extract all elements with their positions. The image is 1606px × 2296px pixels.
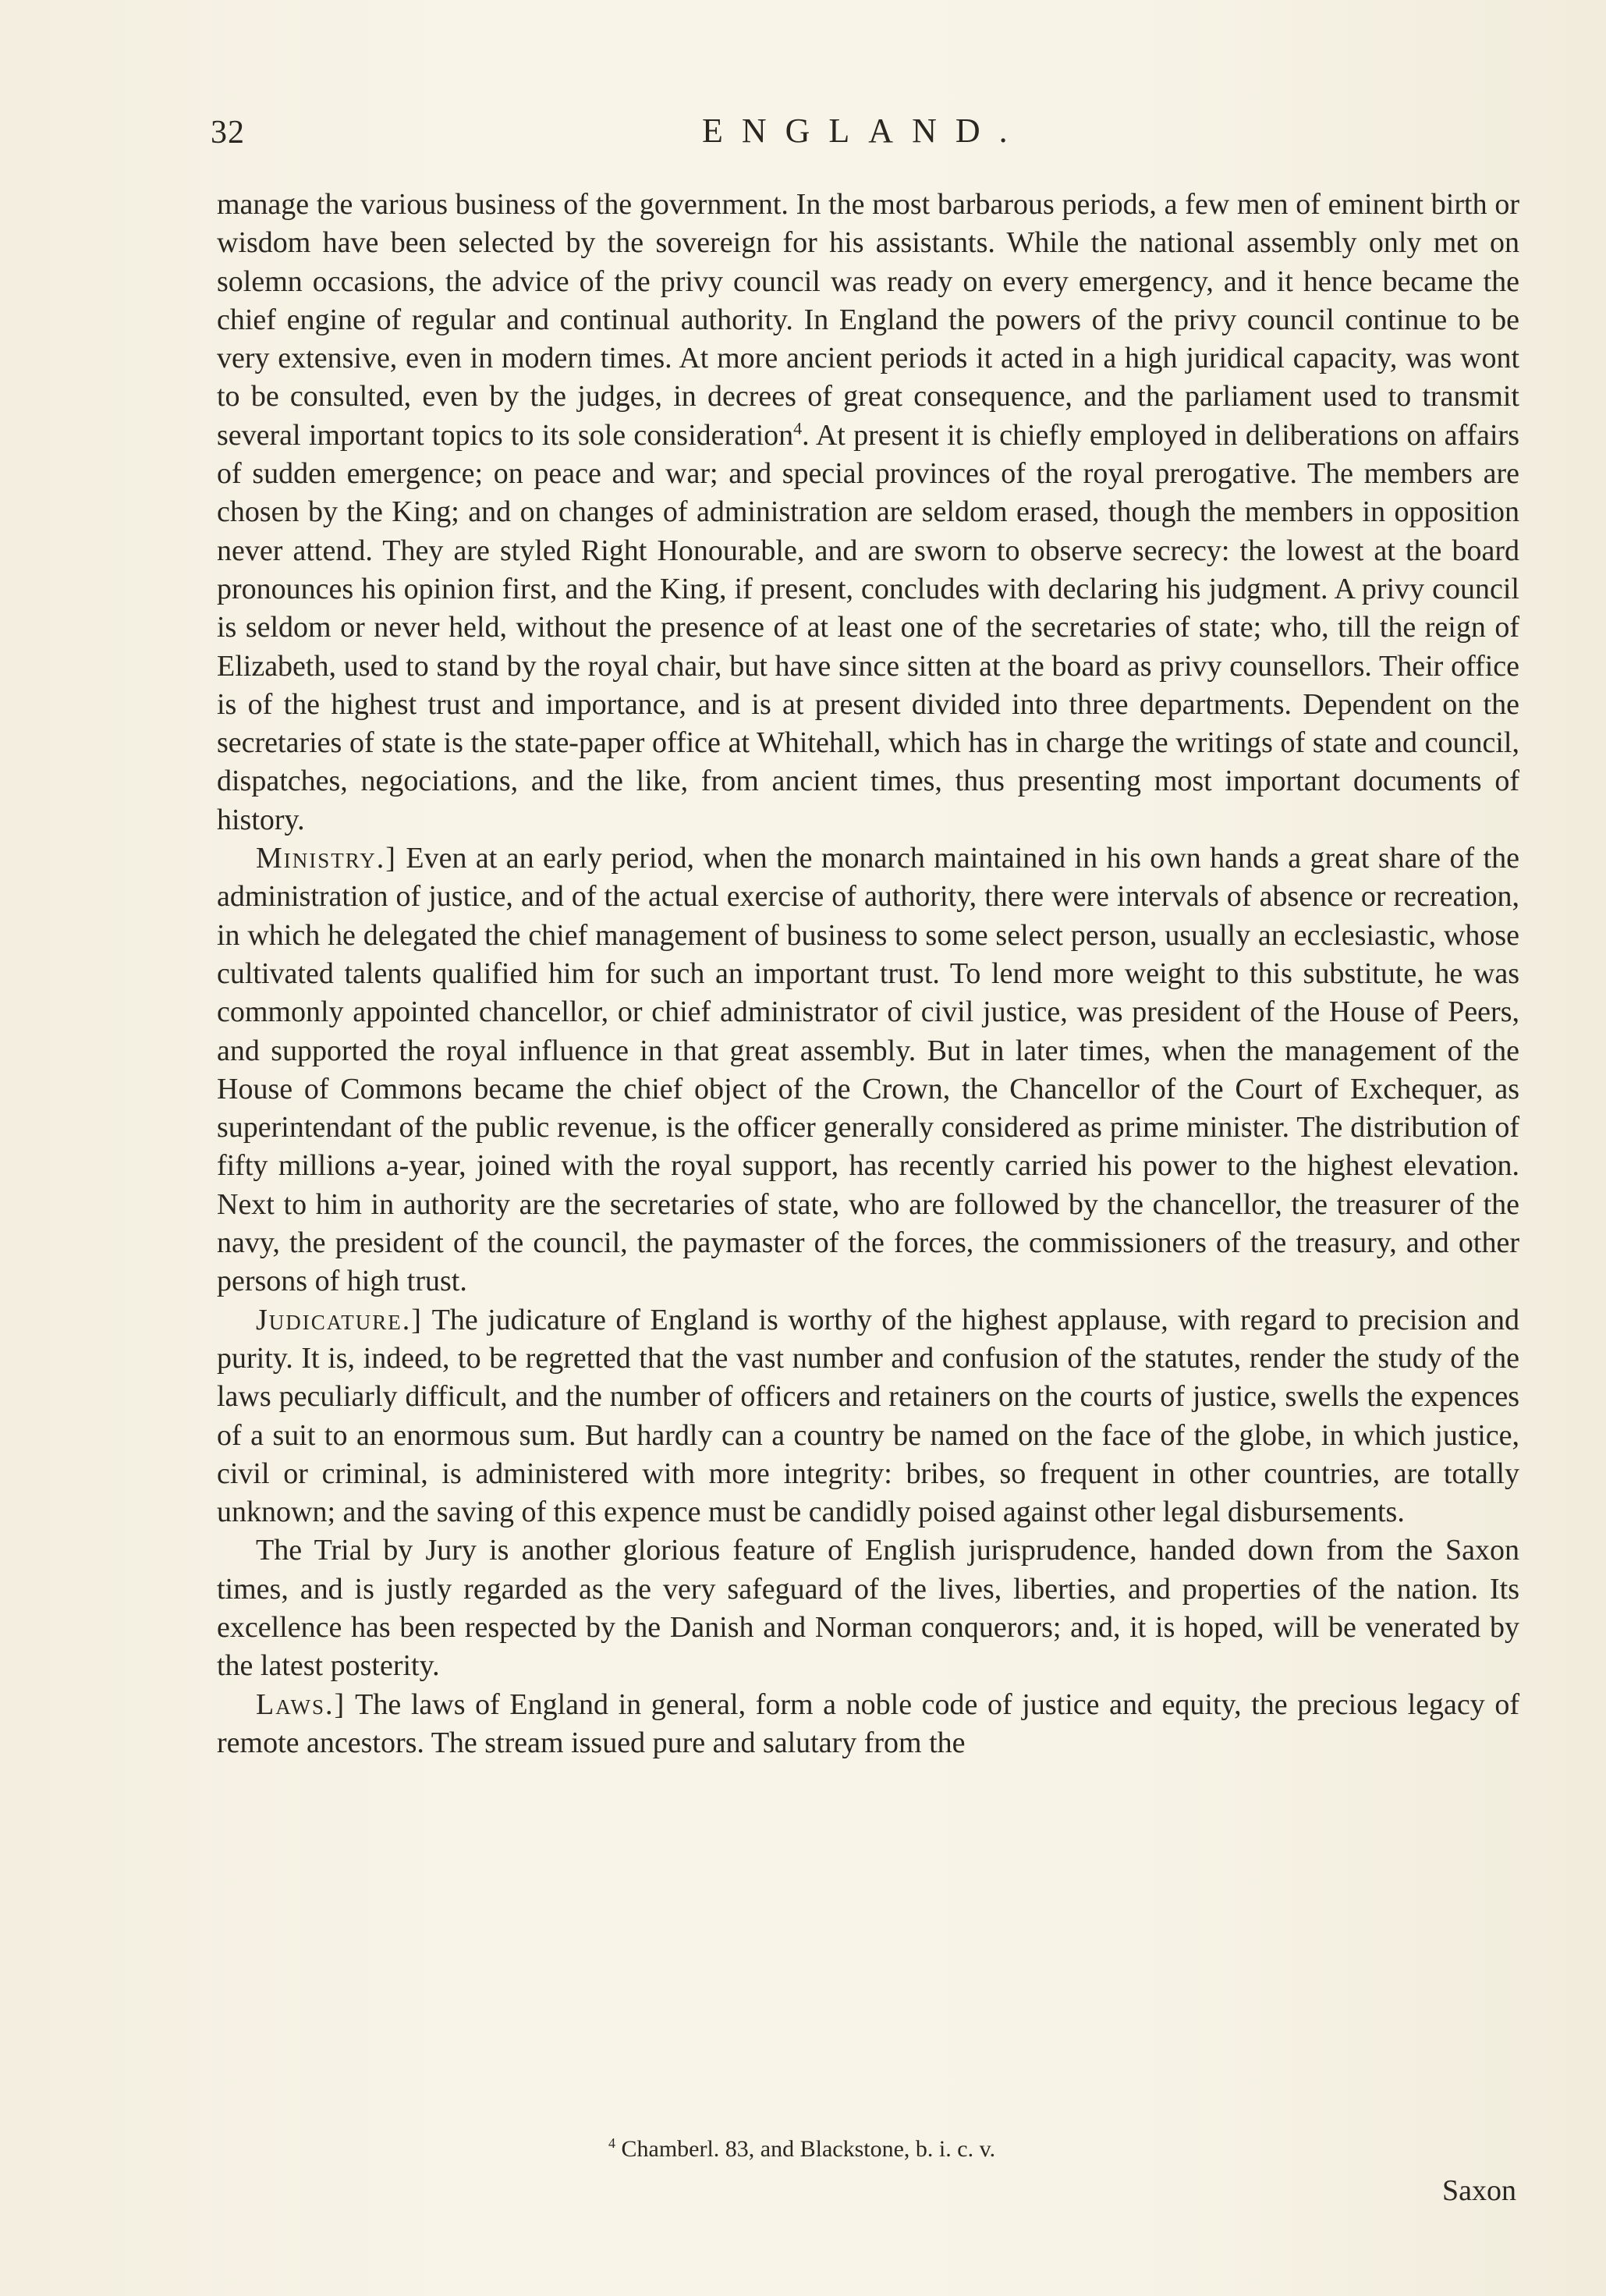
paragraph-text: The Trial by Jury is another glorious feature of English jurisprudence, handed down from the Saxon times, and is justly regarded as the very safeguard of the lives, liberties, and properties of the nation. Its excellence has been respected by the Danish and Norman conquerors; and, it is hoped, will be venerated by the latest posterity. xyxy=(217,1534,1519,1683)
section-heading-ministry: Ministry.] xyxy=(256,842,397,875)
paragraph-text: Even at an early period, when the monarch maintained in his own hands a great share of the administration of justice, and of the actual exercise of authority, there were intervals of absence or recreation, in which he delegated the chief management of business to some select person, usually an ecclesiastic, whose cultivated talents qualified him for such an important trust. To lend more weight to this substitute, he was commonly appointed chancellor, or chief administrator of civil justice, was president of the House of Peers, and supported the royal influence in that great assembly. But in later times, when the management of the House of Commons became the chief object of the Crown, the Chancellor of the Court of Exchequer, as superintendant of the public revenue, is the officer generally considered as prime minister. The distribution of fifty millions a-year, joined with the royal support, has recently carried his power to the highest elevation. Next to him in authority are the secretaries of state, who are followed by the chancellor, the treasurer of the navy, the president of the council, the paymaster of the forces, the commissioners of the treasury, and other persons of high trust. xyxy=(217,842,1519,1298)
paragraph-text-continued: . At present it is chiefly employed in deliberations on affairs of sudden emergence; on peace and war; and special provinces of the royal prerogative. The members are chosen by the King; and on changes of administration are seldom erased, though the members in opposition never attend. They are styled Right Honourable, and are sworn to observe secrecy: the lowest at the board pronounces his opinion first, and the King, if present, concludes with declaring his judgment. A privy council is seldom or never held, without the presence of at least one of the secretaries of state; who, till the reign of Elizabeth, used to stand by the royal chair, but have since sitten at the board as privy counsellors. Their office is of the highest trust and importance, and is at present divided into three departments. Dependent on the secretaries of state is the state-paper office at Whitehall, which has in charge the writings of state and council, dispatches, negociations, and the like, from ancient times, thus presenting most important documents of history. xyxy=(217,418,1519,836)
page-number: 32 xyxy=(211,115,245,151)
paragraph-text: manage the various business of the government. In the most barbarous periods, a few men of eminent birth or wisdom have been selected by the sovereign for his assistants. While the national assembly only met on solemn occasions, the advice of the privy council was ready on every emergency, and it hence became the chief engine of regular and continual authority. In England the powers of the privy council continue to be very extensive, even in modern times. At more ancient periods it acted in a high juridical capacity, was wont to be consulted, even by the judges, in decrees of great consequence, and the parliament used to transmit several important topics to its sole consideration xyxy=(217,188,1519,452)
main-text xyxy=(217,186,1519,1762)
section-heading-laws: Laws.] xyxy=(256,1687,346,1721)
paragraph-privy-council xyxy=(217,186,1519,839)
section-heading-judicature: Judicature.] xyxy=(256,1303,423,1336)
running-head: ENGLAND. xyxy=(702,112,1026,150)
paragraph-text: The laws of England in general, form a noble code of justice and equity, the precious legacy of remote ancestors. The stream issued pure and salutary from the xyxy=(217,1687,1519,1759)
footnote-reference: 4 xyxy=(793,418,803,438)
paragraph-trial-by-jury xyxy=(217,1531,1519,1685)
paragraph-judicature xyxy=(217,1301,1519,1532)
footnote-text: Chamberl. 83, and Blackstone, b. i. c. v. xyxy=(621,2136,996,2162)
catchword: Saxon xyxy=(1442,2174,1516,2207)
paragraph-text: The judicature of England is worthy of the highest applause, with regard to precision and purity. It is, indeed, to be regretted that the vast number and confusion of the statutes, render the study of the laws peculiarly difficult, and the number of officers and retainers on the courts of justice, swells the expences of a suit to an enormous sum. But hardly can a country be named on the face of the globe, in which justice, civil or criminal, is administered with more integrity: bribes, so frequent in other countries, are totally unknown; and the saving of this expence must be candidly poised against other legal disbursements. xyxy=(217,1303,1519,1529)
paragraph-laws xyxy=(217,1686,1519,1763)
footnote xyxy=(608,2136,995,2163)
footnote-mark: 4 xyxy=(608,2135,615,2151)
paragraph-ministry xyxy=(217,839,1519,1301)
page-header xyxy=(211,114,1513,161)
